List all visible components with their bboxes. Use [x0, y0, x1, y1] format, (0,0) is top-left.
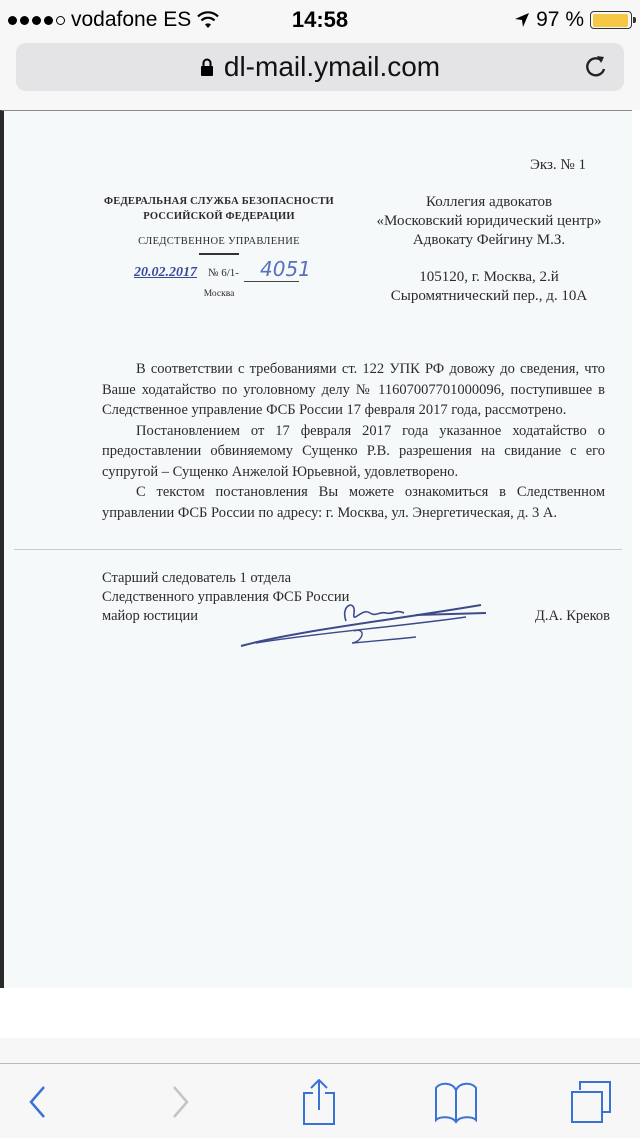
signer-title-line2: Следственного управления ФСБ России [102, 589, 350, 605]
org-name-line2: РОССИЙСКОЙ ФЕДЕРАЦИИ [143, 211, 295, 222]
chevron-right-icon [169, 1085, 191, 1119]
battery-percent: 97 % [536, 8, 584, 31]
sender-block [104, 194, 334, 299]
battery-icon [590, 11, 632, 29]
lock-icon [200, 58, 214, 76]
registration-number: 4051 [260, 257, 311, 281]
copy-number: Экз. № 1 [530, 157, 586, 173]
org-name-line1: ФЕДЕРАЛЬНАЯ СЛУЖБА БЕЗОПАСНОСТИ [104, 196, 334, 207]
department: СЛЕДСТВЕННОЕ УПРАВЛЕНИЕ [138, 236, 300, 247]
paper-fold-line [14, 549, 622, 550]
addressee-line4: 105120, г. Москва, 2.й [419, 269, 559, 285]
tabs-icon [570, 1080, 614, 1124]
addressee-block [364, 193, 614, 306]
status-bar [0, 0, 640, 40]
signer-title-line1: Старший следователь 1 отдела [102, 570, 292, 586]
chevron-left-icon [27, 1085, 49, 1119]
divider [199, 253, 239, 255]
book-icon [434, 1080, 478, 1124]
registration-underline [244, 281, 299, 282]
browser-toolbar [0, 1063, 640, 1138]
forward-button[interactable] [156, 1078, 204, 1126]
url-text[interactable]: dl-mail.ymail.com [223, 51, 441, 82]
carrier-name: vodafone ES [71, 8, 192, 31]
tabs-button[interactable] [568, 1078, 616, 1126]
registration-line [104, 257, 334, 285]
addressee-line1: Коллегия адвокатов [425, 194, 553, 210]
share-button[interactable] [295, 1078, 343, 1126]
city: Москва [203, 289, 235, 299]
addressee-line3: Адвокату Фейгину М.З. [412, 232, 566, 248]
registration-date: 20.02.2017 [134, 265, 197, 280]
addressee-line2: «Московский юридический центр» [376, 213, 602, 229]
address-bar[interactable] [16, 43, 624, 91]
paragraph: Постановлением от 17 февраля 2017 года указанное ходатайство о предоставлении обвиняемому Сущенко Р.В. разрешения на свидание с его супругой – Сущенко Анжелой Юрьевной, удовлетворено. [102, 422, 605, 480]
share-icon [302, 1079, 336, 1125]
registration-label: № 6/1- [208, 267, 239, 279]
handwritten-signature [236, 591, 486, 651]
location-arrow-icon [514, 12, 530, 28]
signer-title-line3: майор юстиции [102, 608, 199, 624]
paragraph: В соответствии с требованиями ст. 122 УПК РФ довожу до сведения, что Ваше ходатайство по уголовному делу № 11607007701000096, поступившее в Следственное управление ФСБ России 17 февраля 2017 года, рассмотрено. [102, 361, 605, 418]
status-right [514, 8, 632, 32]
scanned-letter [0, 110, 632, 988]
signer-name: Д.А. Креков [535, 608, 610, 624]
page-content[interactable] [0, 110, 640, 1038]
addressee-line5: Сыромятнический пер., д. 10А [390, 288, 588, 304]
signature-block [102, 569, 612, 626]
back-button[interactable] [14, 1078, 62, 1126]
reload-icon[interactable] [582, 53, 610, 81]
bookmarks-button[interactable] [432, 1078, 480, 1126]
paragraph: С текстом постановления Вы можете ознакомиться в Следственном управлении ФСБ России по адресу: г. Москва, ул. Энергетическая, д. 3 А. [102, 484, 605, 521]
clock: 14:58 [291, 7, 349, 32]
letter-body [102, 359, 605, 523]
